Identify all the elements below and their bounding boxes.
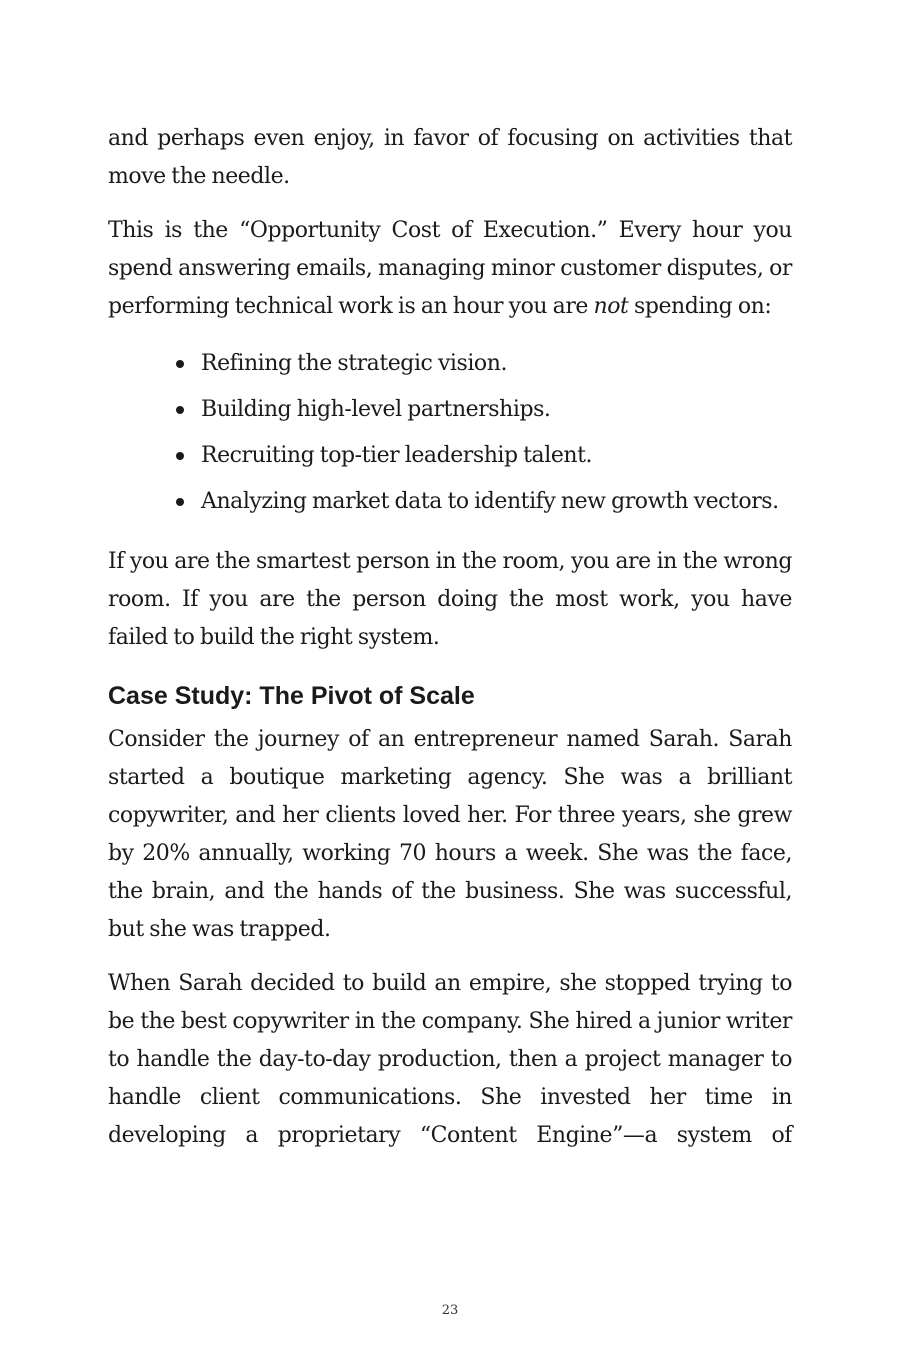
- paragraph-opportunity-cost: [108, 212, 792, 326]
- page-content: [108, 120, 792, 1155]
- bullet-icon: [176, 498, 184, 506]
- list-item: [174, 433, 792, 479]
- list-item-text: Analyzing market data to identify new growth vectors.: [201, 489, 779, 514]
- list-item: [174, 387, 792, 433]
- bullet-icon: [176, 360, 184, 368]
- paragraph-case-study-intro: Consider the journey of an entrepreneur named Sarah. Sarah started a boutique marketing agency. She was a brilliant copywriter, and her clients loved her. For three years, she grew by 20% annually, working 70 hours a week. She was the face, the brain, and the hands of the business. She was successful, but she was trapped.: [108, 727, 792, 942]
- paragraph-opportunity-cost-end: spending on:: [628, 294, 772, 319]
- bullet-icon: [176, 452, 184, 460]
- activities-list: [108, 341, 792, 525]
- emphasis-not: not: [593, 294, 629, 319]
- page-number: 23: [441, 1303, 459, 1318]
- paragraph-intro-continuation: and perhaps even enjoy, in favor of focusing on activities that move the needle.: [108, 126, 792, 189]
- list-item-text: Refining the strategic vision.: [201, 351, 507, 376]
- paragraph-case-study-pivot: When Sarah decided to build an empire, she stopped trying to be the best copywriter in the company. She hired a junior writer to handle the day-to-day production, then a project manager to handle client communications. She invested her time in developing a proprietary “Content Engine”—a system of: [108, 971, 792, 1148]
- list-item-text: Building high-level partnerships.: [201, 397, 551, 422]
- list-item: [174, 341, 792, 387]
- paragraph-smartest-person: If you are the smartest person in the room, you are in the wrong room. If you are the person doing the most work, you have failed to build the right system.: [108, 549, 792, 650]
- bullet-icon: [176, 406, 184, 414]
- paragraph-opportunity-cost-text: This is the “Opportunity Cost of Execution.” Every hour you spend answering emails, managing minor customer disputes, or performing technical work is an hour you are: [108, 218, 792, 319]
- list-item-text: Recruiting top-tier leadership talent.: [201, 443, 593, 468]
- list-item: [174, 479, 792, 525]
- section-heading: Case Study: The Pivot of Scale: [108, 682, 475, 710]
